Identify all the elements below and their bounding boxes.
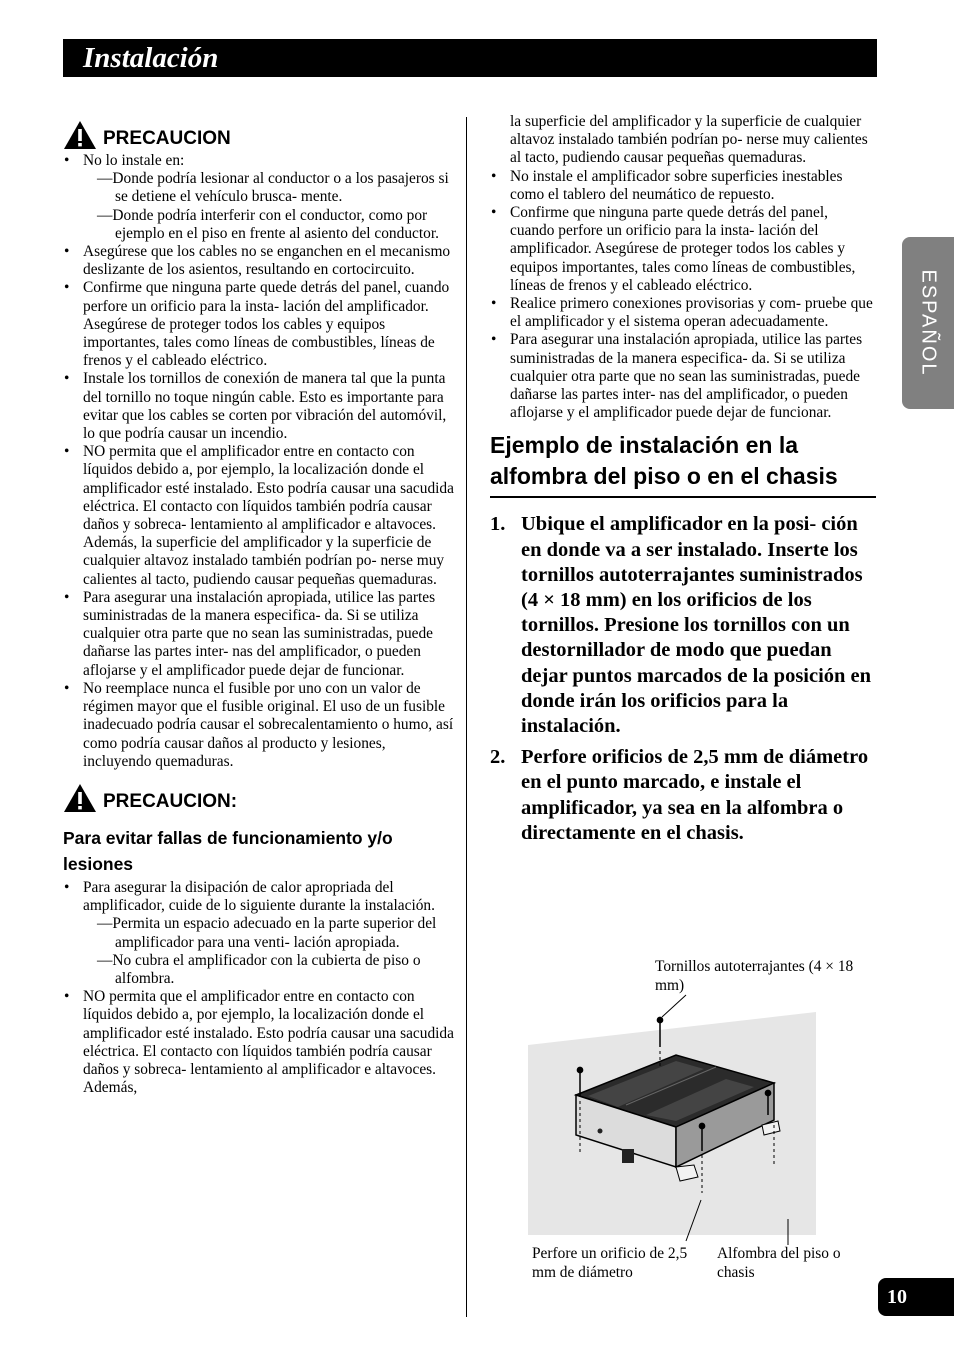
caution-label: PRECAUCION — [103, 128, 231, 149]
step-number: 1. — [490, 513, 506, 536]
step-text: Ubique el amplificador en la posi- ción en donde va a ser instalado. Inserte los tornillos autoterrajantes suministrados (4 × 18 mm) en los orificios de los tornillos. Presione los tornillos con un destornillador de modo que puedan dejar puntos marcados de la posición en donde irán los orificios para la instalación. — [521, 513, 872, 738]
column-divider — [466, 117, 467, 1317]
figure-label-screws: Tornillos autoterrajantes (4 × 18 mm) — [655, 958, 854, 994]
section-title: Ejemplo de instalación en la alfombra del piso o en el chasis — [490, 430, 876, 498]
continued-text: la superficie del amplificador y la superficie de cualquier altavoz instalado también podrían po- nerse muy calientes al tacto, pudiendo causar pequeñas quemaduras. — [510, 113, 868, 167]
list-item: • Para asegurar una instalación apropiada, utilice las partes suministradas de la manera especifica- da. Si se utiliza cualquier otra parte que no sean las suministradas, puede dañarse las partes inter- nas del amplificador, o pueden aflojarse y el amplificador puede dejar de funcionar. — [63, 589, 455, 680]
sub-item: —No cubra el amplificador con la cubierta de piso o alfombra. — [97, 951, 421, 987]
list-item: • No reemplace nunca el fusible por uno con un valor de régimen mayor que el fusible original. El uso de un fusible inadecuado podría causar el sobrecalentamiento o humo, así como podría causar daños al producto y lesiones, incluyendo quemaduras. — [63, 680, 455, 771]
list-item: • Realice primero conexiones provisorias y com- pruebe que el amplificador y el sistema operan adecuadamente. — [490, 295, 876, 331]
sub-item: —Permita un espacio adecuado en la parte superior del amplificador para una venti- lación apropiada. — [97, 915, 437, 951]
list-item: • NO permita que el amplificador entre en contacto con líquidos debido a, por ejemplo, la localización donde el amplificador esté instalado. Esto podría causar una sacudida eléctrica. El contacto con líquidos también podría causar daños y sobreca- lentamiento al amplificador e altavoces. Además, la superficie del amplificador y la superficie de cualquier altavoz instalado también podrían po- nerse muy calientes al tacto, pudiendo causar pequeñas quemaduras. — [63, 443, 455, 589]
list-item: • Confirme que ninguna parte quede detrás del panel, cuando perfore un orificio para la insta- lación del amplificador. Asegúrese de proteger todos los cables y equipos importantes, tales como líneas de combustibles, líneas de frenos y el cableado eléctrico. — [63, 279, 455, 370]
figure-label-drill: Perfore un orificio de 2,5 mm de diámetro — [532, 1245, 688, 1281]
language-tab — [902, 237, 954, 409]
caution-list — [63, 152, 455, 771]
page-number-badge — [878, 1278, 954, 1316]
list-item-text: Para asegurar la disipación de calor apropriada del amplificador, cuide de lo siguiente durante la instalación. — [83, 878, 435, 915]
list-item: • Confirme que ninguna parte quede detrás del panel, cuando perfore un orificio para la insta- lación del amplificador. Asegúrese de proteger todos los cables y equipos importantes, tales como líneas de combustibles, líneas de frenos y el cableado eléctrico. — [490, 204, 876, 295]
caution-list — [490, 168, 876, 423]
amplifier-illustration — [526, 955, 876, 1285]
warning-icon — [63, 783, 97, 813]
steps-list — [490, 512, 876, 846]
list-item: • Instale los tornillos de conexión de manera tal que la punta del tornillo no toque ningún cable. Esto es importante para evitar que los cables se corten por vibración del automóvil, lo que podría causar un incendio. — [63, 370, 455, 443]
list-item: • Asegúrese que los cables no se enganchen en el mecanismo deslizante de los asientos, resultando en cortocircuito. — [63, 243, 455, 279]
list-item — [63, 152, 455, 243]
caution-label: PRECAUCION: — [103, 790, 238, 812]
left-column — [63, 118, 455, 1097]
caution-heading — [63, 781, 455, 815]
figure-label-floor: Alfombra del piso o chasis — [717, 1245, 841, 1281]
step-item — [490, 512, 876, 739]
caution-subtitle: Para evitar fallas de funcionamiento y/o lesiones — [63, 827, 393, 874]
caution-list — [63, 879, 455, 1097]
step-item — [490, 745, 876, 846]
list-item: • No instale el amplificador sobre superficies inestables como el tablero del neumático de repuesto. — [490, 168, 876, 204]
list-item — [63, 879, 455, 988]
page-number: 10 — [887, 1286, 907, 1308]
list-item-text: No lo instale en: — [83, 152, 185, 169]
list-item: • Para asegurar una instalación apropiada, utilice las partes suministradas de la manera especifica- da. Si se utiliza cualquier otra parte que no sean las suministradas, puede dañarse las partes inter- nas del amplificador, o pueden aflojarse y el amplificador puede dejar de funcionar. — [490, 331, 876, 422]
step-text: Perfore orificios de 2,5 mm de diámetro en el punto marcado, e instale el amplificador, ya sea en la alfombra o directamente en el chasis. — [521, 746, 869, 844]
sub-item: —Donde podría lesionar al conductor o a los pasajeros si se detiene el vehículo brusca- mente. — [97, 170, 449, 206]
right-column — [490, 113, 876, 852]
sub-item: —Donde podría interferir con el conductor, como por ejemplo en el piso en frente al asiento del conductor. — [97, 206, 439, 242]
caution-heading — [63, 118, 455, 152]
warning-icon — [63, 120, 97, 150]
language-tab-label: ESPAÑOL — [917, 269, 940, 377]
header-bar — [63, 39, 877, 77]
page-title: Instalación — [83, 42, 219, 74]
installation-figure — [526, 955, 876, 1285]
step-number: 2. — [490, 746, 506, 769]
list-item: • NO permita que el amplificador entre en contacto con líquidos debido a, por ejemplo, la localización donde el amplificador esté instalado. Esto podría causar una sacudida eléctrica. El contacto con líquidos también podría causar daños y sobreca- lentamiento al amplificador e altavoces. Además, — [63, 988, 455, 1097]
